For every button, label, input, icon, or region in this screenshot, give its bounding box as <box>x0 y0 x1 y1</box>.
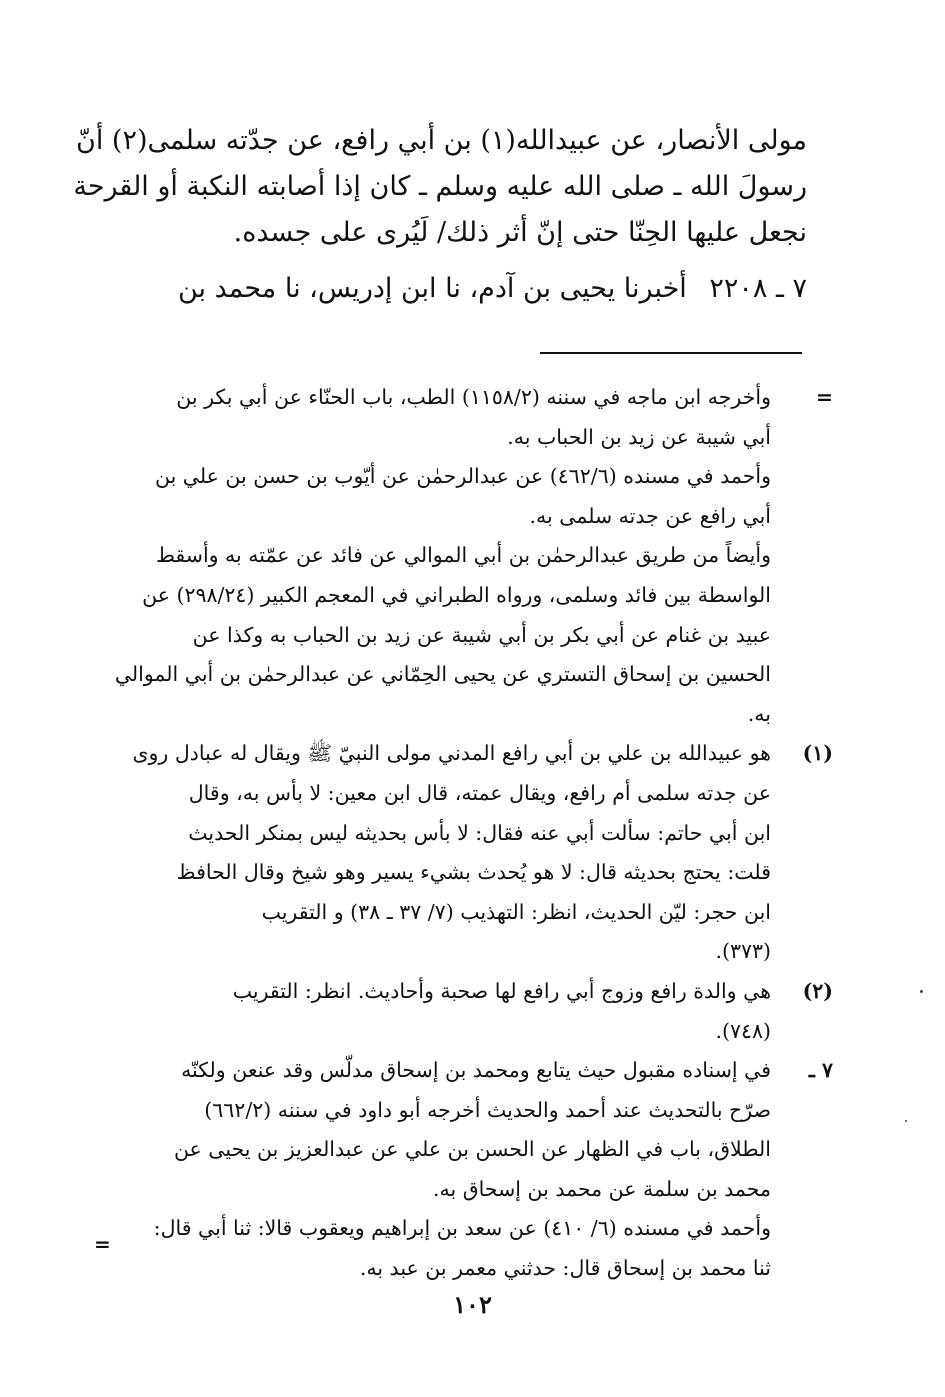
footnote-line: به. <box>747 701 771 726</box>
footnote-line: هي والدة رافع وزوج أبي رافع لها صحبة وأحاديث. انظر: التقريب <box>232 978 771 1003</box>
footnote-line: ابن حجر: ليّن الحديث، انظر: التهذيب (٧/ ٣٧ ـ ٣٨) و التقريب <box>261 899 771 924</box>
footnote-line: ثنا محمد بن إسحاق قال: حدثني معمر بن عبد به. <box>359 1256 771 1281</box>
footnote-line: صرّح بالتحديث عند أحمد والحديث أخرجه أبو داود في سننه (٦٦٢/٢) <box>204 1097 771 1122</box>
footnote-line: الطلاق، باب في الظهار عن الحسن بن علي عن عبدالعزيز بن يحيى عن <box>173 1137 771 1162</box>
footnote-line: في إسناده مقبول حيث يتابع ومحمد بن إسحاق مدلّس وقد عنعن ولكنّه <box>181 1058 771 1083</box>
footnote <box>114 378 833 734</box>
page-number: ١٠٢ <box>453 1290 492 1319</box>
footnote-body <box>128 734 771 972</box>
footnote-line: أبي شيبة عن زيد بن الحباب به. <box>507 424 771 449</box>
footnote <box>128 1051 833 1289</box>
footnote-mark: = <box>815 385 833 409</box>
footnote-line: الحسين بن إسحاق التستري عن يحيى الحِمّاني عن عبدالرحمٰن بن أبي الموالي <box>114 662 771 687</box>
footnote-body <box>128 1051 771 1289</box>
footnote-line: قلت: يحتج بحديثه قال: لا هو يُحدث بشيء يسير وهو شيخ وقال الحافظ <box>176 860 771 885</box>
footnote-line: وأيضاً من طريق عبدالرحمٰن بن أبي الموالي عن فائد عن عمّته به وأسقط <box>155 543 771 568</box>
footnote-line: عبيد بن غنام عن أبي بكر بن أبي شيبة عن زيد بن الحباب به وكذا عن <box>192 622 771 647</box>
footnote-line: وأحمد في مسنده (٦/ ٤١٠) عن سعد بن إبراهيم ويعقوب قالا: ثنا أبي قال: <box>153 1216 771 1241</box>
footnote-mark: ٧ ـ <box>808 1058 833 1083</box>
footnote-line: ابن أبي حاتم: سألت أبي عنه فقال: لا بأس بحديثه ليس بمنكر الحديث <box>188 820 771 845</box>
hadith-line <box>107 266 807 312</box>
footnote-line: عن جدته سلمى أم رافع، ويقال عمته، قال ابن معين: لا بأس به، وقال <box>188 780 771 805</box>
main-text-line: مولى الأنصار، عن عبيدالله(١) بن أبي رافع، عن جدّته سلمى(٢) أنّ <box>76 125 807 156</box>
footnote-body <box>128 972 771 1051</box>
footnote-body <box>115 378 771 734</box>
footnote <box>128 972 833 1051</box>
footnote-line: وأحمد في مسنده (٤٦٢/٦) عن عبدالرحمٰن عن أيّوب بن حسن بن علي بن <box>154 464 771 489</box>
footnote-mark: (١) <box>802 741 833 766</box>
footnote-mark: (٢) <box>802 978 833 1003</box>
footnote <box>128 734 833 972</box>
footnotes <box>114 378 833 1289</box>
footnote-line: وأخرجه ابن ماجه في سننه (١١٥٨/٢) الطب، باب الحنّاء عن أبي بكر بن <box>176 385 771 409</box>
main-text <box>73 118 807 312</box>
scan-speck <box>905 1120 907 1122</box>
footnote-line: محمد بن سلمة عن محمد بن إسحاق به. <box>433 1176 771 1201</box>
hadith-number: ٧ ـ ٢٢٠٨ <box>709 273 807 304</box>
footnote-line: هو عبيدالله بن علي بن أبي رافع المدني مولى النبيّ ﷺ ويقال له عبادل روى <box>132 741 771 766</box>
footnote-line: (٣٧٣). <box>715 939 771 964</box>
scan-speck <box>920 990 923 993</box>
footnote-line: أبي رافع عن جدته سلمى به. <box>529 503 771 528</box>
main-text-line: رسولَ الله ـ صلى الله عليه وسلم ـ كان إذا أصابته النكبة أو القرحة <box>73 171 807 202</box>
footnote-line: الواسطة بين فائد وسلمى، ورواه الطبراني في المعجم الكبير (٢٩٨/٢٤) عن <box>142 582 771 607</box>
footnote-line: (٧٤٨). <box>715 1018 771 1043</box>
main-text-line: نجعل عليها الحِنّا حتى إنّ أثر ذلك/ لَيُرى على جسده. <box>233 217 807 248</box>
footnote-divider <box>540 352 802 354</box>
hadith-text: أخبرنا يحيى بن آدم، نا ابن إدريس، نا محمد بن <box>177 273 687 304</box>
continuation-mark: = <box>94 1232 111 1256</box>
